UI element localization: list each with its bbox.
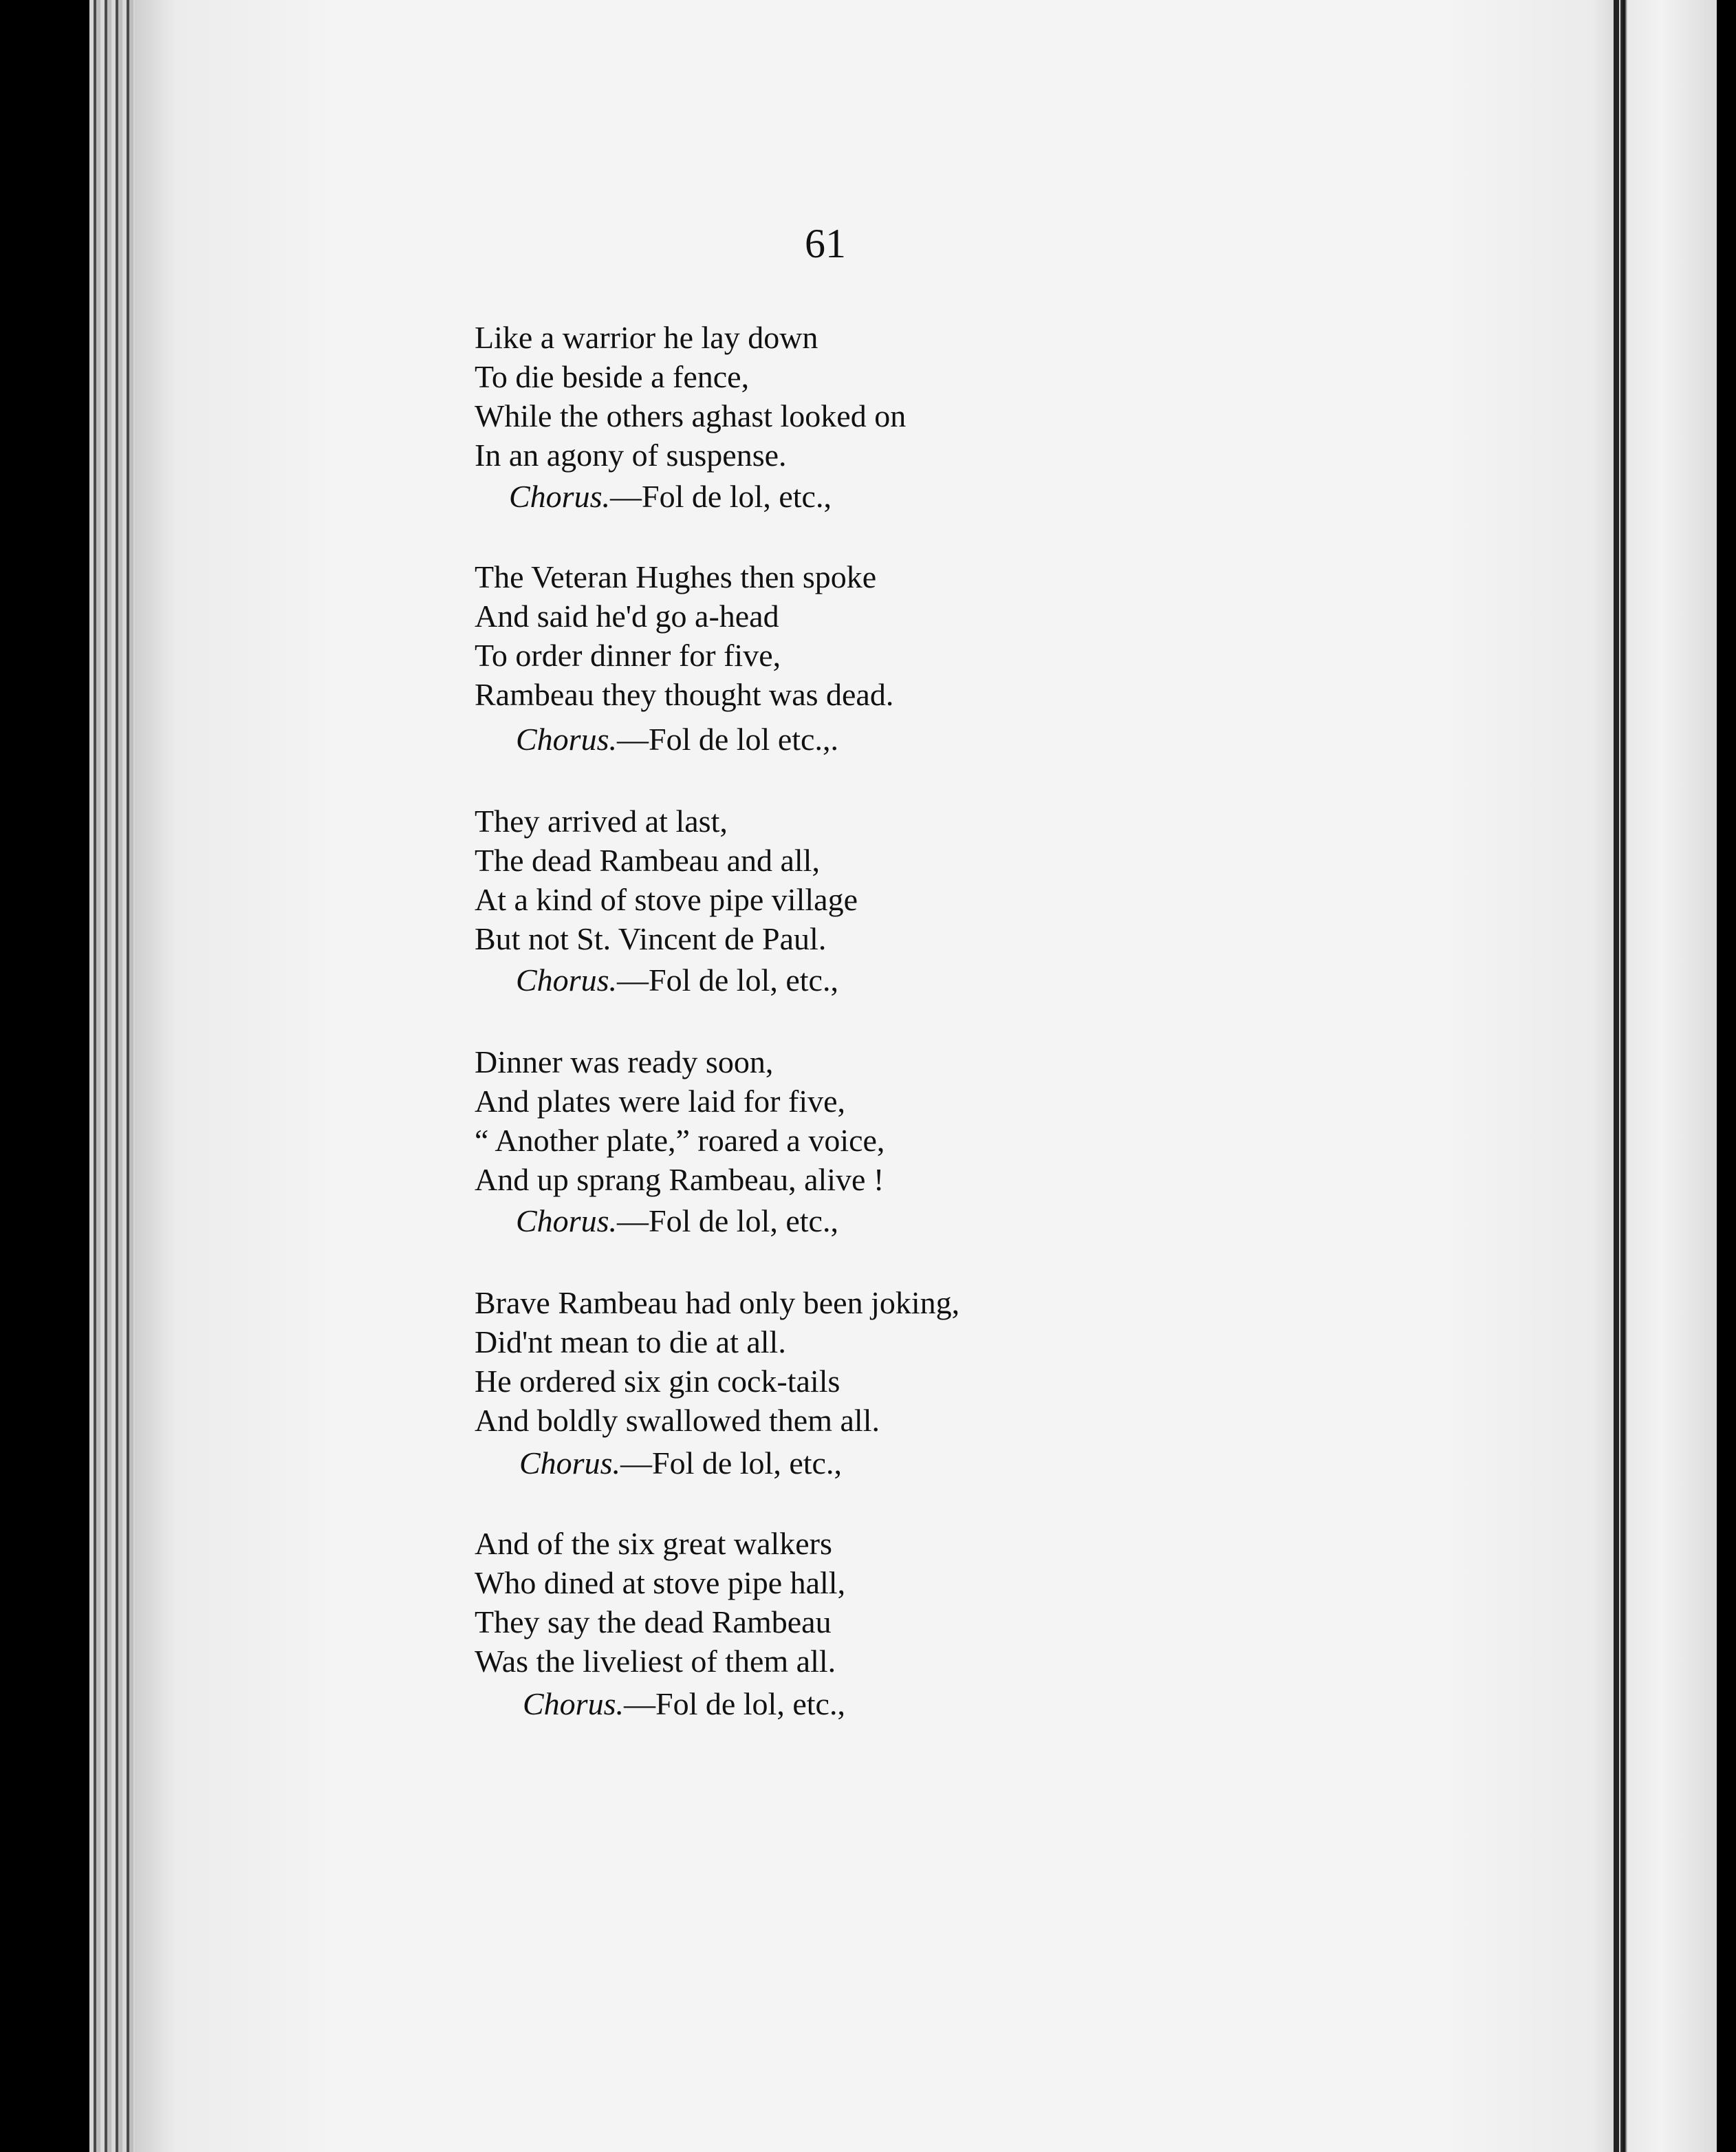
chorus-text: —Fol de lol, etc.,: [616, 962, 838, 998]
verse-line: Dinner was ready soon,: [475, 1044, 774, 1079]
verse-line: To die beside a fence,: [475, 359, 750, 394]
verse-line: To order dinner for five,: [475, 638, 781, 673]
verse-line: The dead Rambeau and all,: [475, 843, 820, 878]
verse-line: While the others aghast looked on: [475, 398, 907, 433]
stanza-4: [475, 1042, 885, 1199]
verse-line: At a kind of stove pipe village: [475, 882, 858, 917]
verse-line: “ Another plate,” roared a voice,: [475, 1123, 885, 1158]
stanza-1: [475, 318, 906, 475]
chorus-1: [509, 478, 832, 515]
verse-line: Was the liveliest of them all.: [475, 1644, 836, 1679]
chorus-3: [516, 962, 838, 998]
verse-line: In an agony of suspense.: [475, 438, 787, 473]
book-binding-edge: [89, 0, 138, 2152]
chorus-label: Chorus.: [516, 962, 617, 998]
verse-line: The Veteran Hughes then spoke: [475, 559, 877, 594]
facing-page-edge: [1620, 0, 1717, 2152]
stanza-2: [475, 557, 893, 714]
verse-line: But not St. Vincent de Paul.: [475, 921, 827, 956]
stanza-3: [475, 801, 858, 958]
chorus-label: Chorus.: [523, 1686, 624, 1721]
verse-line: And of the six great walkers: [475, 1526, 832, 1561]
verse-line: And plates were laid for five,: [475, 1084, 846, 1119]
chorus-text: —Fol de lol, etc.,: [616, 1203, 838, 1238]
stanza-6: [475, 1524, 845, 1681]
chorus-label: Chorus.: [509, 479, 610, 514]
verse-line: Did'nt mean to die at all.: [475, 1324, 786, 1359]
chorus-label: Chorus.: [516, 1203, 617, 1238]
verse-line: And boldly swallowed them all.: [475, 1403, 880, 1438]
verse-line: They say the dead Rambeau: [475, 1604, 832, 1639]
page-gutter-line: [1614, 0, 1619, 2152]
chorus-6: [523, 1686, 845, 1722]
page-number: 61: [805, 221, 846, 266]
chorus-5: [519, 1445, 842, 1481]
verse-line: They arrived at last,: [475, 804, 728, 839]
verse-line: And up sprang Rambeau, alive !: [475, 1162, 885, 1197]
chorus-text: —Fol de lol, etc.,: [609, 479, 832, 514]
verse-line: Like a warrior he lay down: [475, 320, 818, 355]
chorus-label: Chorus.: [519, 1445, 620, 1481]
chorus-label: Chorus.: [516, 722, 617, 757]
chorus-2: [516, 721, 838, 757]
chorus-text: —Fol de lol, etc.,: [620, 1445, 842, 1481]
verse-line: Who dined at stove pipe hall,: [475, 1565, 846, 1600]
verse-line: He ordered six gin cock-tails: [475, 1364, 840, 1399]
chorus-4: [516, 1203, 838, 1239]
chorus-text: —Fol de lol, etc.,: [623, 1686, 845, 1721]
verse-line: Rambeau they thought was dead.: [475, 677, 894, 712]
stanza-5: [475, 1283, 959, 1440]
chorus-text: —Fol de lol etc.,.: [616, 722, 838, 757]
verse-line: And said he'd go a-head: [475, 599, 779, 634]
verse-line: Brave Rambeau had only been joking,: [475, 1285, 960, 1320]
